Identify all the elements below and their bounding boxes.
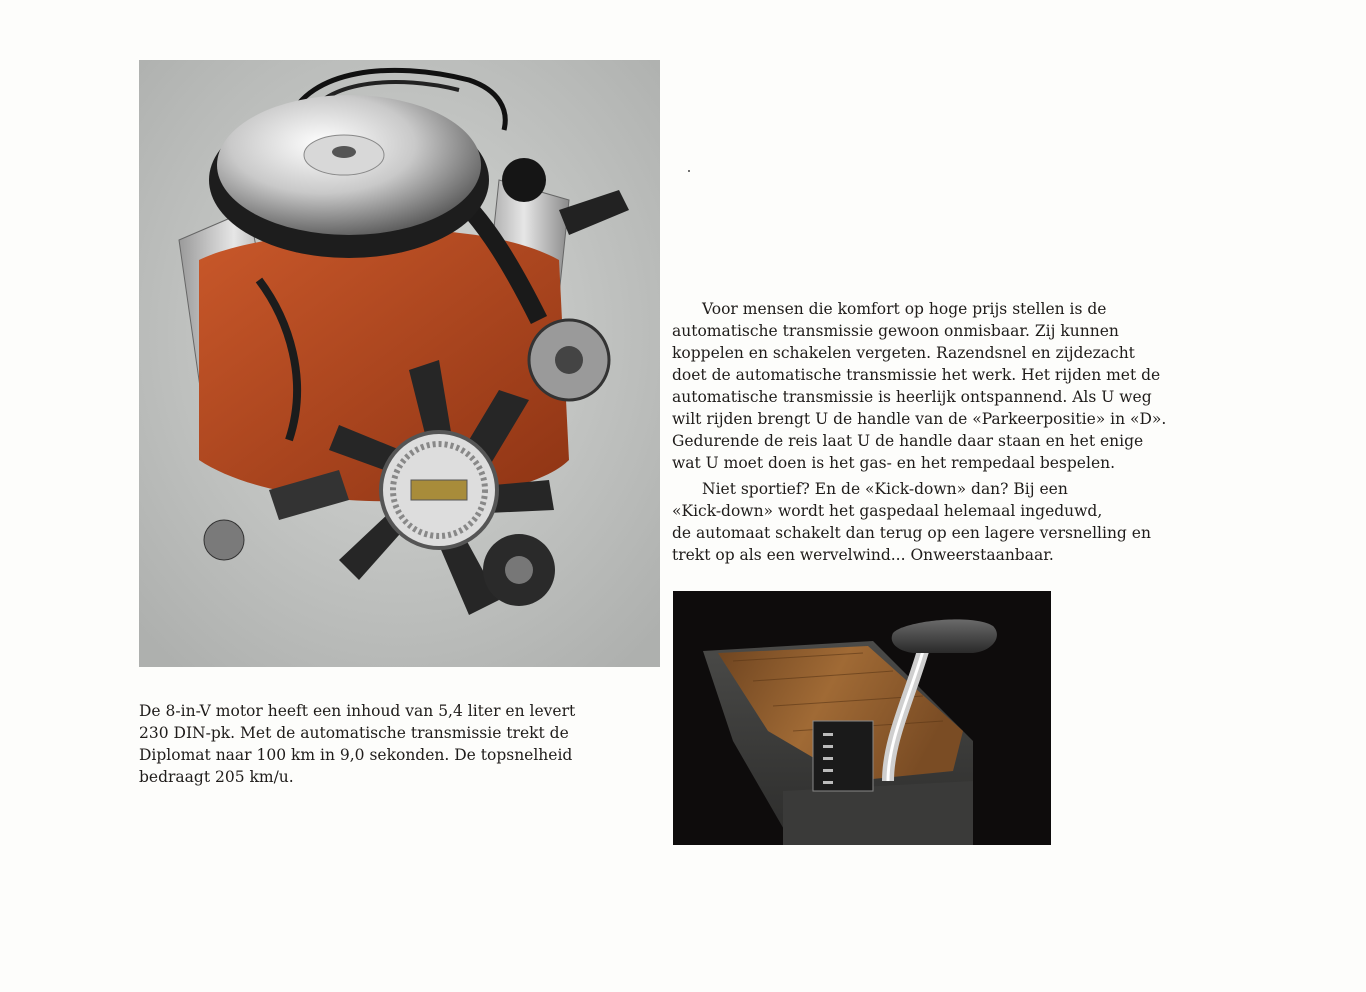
gear-shifter-illustration [673, 591, 1051, 845]
paragraph-line: wilt rijden brengt U de handle van de «Parkeerpositie» in «D». [672, 410, 1167, 428]
print-speck [688, 170, 690, 172]
paragraph-line: Niet sportief? En de «Kick-down» dan? Bij een [702, 480, 1068, 498]
caption-line: 230 DIN-pk. Met de automatische transmissie trekt de [139, 724, 569, 742]
paragraph-line: Voor mensen die komfort op hoge prijs stellen is de [702, 300, 1107, 318]
engine-caption [139, 700, 619, 788]
paragraph-line: de automaat schakelt dan terug op een lagere versnelling en [672, 524, 1151, 542]
caption-line: De 8-in-V motor heeft een inhoud van 5,4 liter en levert [139, 702, 576, 720]
paragraph-line: Gedurende de reis laat U de handle daar staan en het enige [672, 432, 1144, 450]
paragraph-line: trekt op als een wervelwind... Onweerstaanbaar. [672, 546, 1054, 564]
paragraph-line: koppelen en schakelen vergeten. Razendsnel en zijdezacht [672, 344, 1135, 362]
paragraph-line: wat U moet doen is het gas- en het rempedaal bespelen. [672, 454, 1116, 472]
v8-engine-illustration [139, 60, 660, 667]
paragraph-line: doet de automatische transmissie het werk. Het rijden met de [672, 366, 1161, 384]
caption-line: Diplomat naar 100 km in 9,0 sekonden. De topsnelheid [139, 746, 573, 764]
paragraph-line: «Kick-down» wordt het gaspedaal helemaal ingeduwd, [672, 502, 1103, 520]
shifter-photo [673, 591, 1051, 845]
paragraph-line: automatische transmissie gewoon onmisbaar. Zij kunnen [672, 322, 1119, 340]
transmission-paragraph [672, 298, 1312, 474]
paragraph-line: automatische transmissie is heerlijk ontspannend. Als U weg [672, 388, 1152, 406]
caption-line: bedraagt 205 km/u. [139, 768, 294, 786]
kickdown-paragraph [672, 478, 1312, 566]
engine-photo [139, 60, 660, 667]
